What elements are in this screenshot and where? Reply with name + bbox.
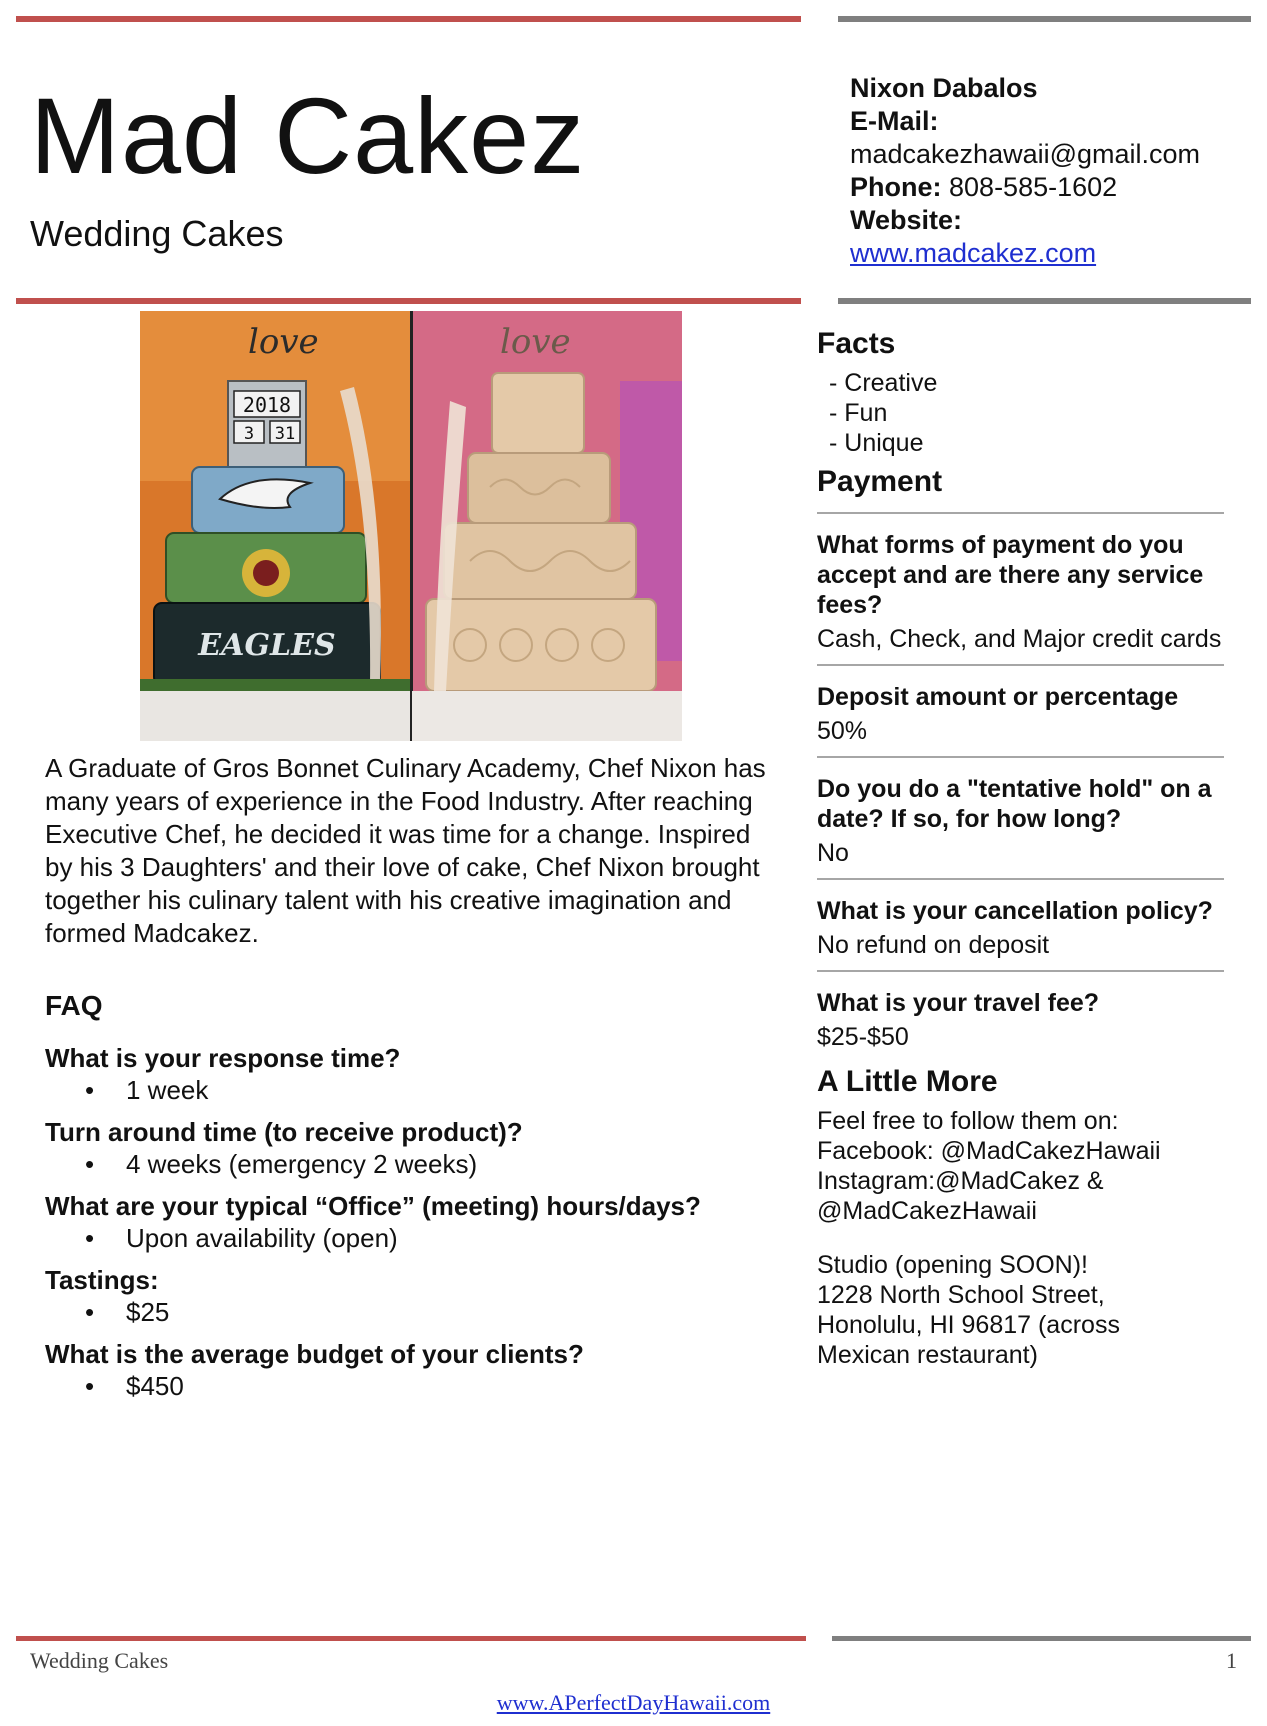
faq-answer-text: $25 xyxy=(126,1297,170,1327)
sunflower-center xyxy=(253,560,279,586)
footer-website-link[interactable]: www.APerfectDayHawaii.com xyxy=(496,1690,771,1715)
divider xyxy=(817,970,1224,972)
page-title: Mad Cakez xyxy=(30,75,586,196)
right-cake-second-tier xyxy=(468,453,610,523)
website-link[interactable]: www.madcakez.com xyxy=(850,238,1097,268)
payment-question: What is your cancellation policy? xyxy=(817,897,1213,925)
right-cake-stand xyxy=(412,691,682,741)
footer-rule-right xyxy=(832,1636,1251,1641)
faq-answer-text: $450 xyxy=(126,1371,184,1401)
bullet-icon: • xyxy=(85,1297,95,1327)
payment-answer: No refund on deposit xyxy=(817,931,1050,959)
cake-day: 31 xyxy=(274,424,296,444)
fact-item: - Fun xyxy=(829,399,888,427)
faq-answer-text: 4 weeks (emergency 2 weeks) xyxy=(126,1149,478,1179)
footer-rule-left xyxy=(16,1636,806,1641)
fact-item: - Creative xyxy=(829,369,938,397)
faq-answer xyxy=(45,1148,785,1180)
divider xyxy=(817,664,1224,666)
right-cake-third-tier xyxy=(444,523,636,599)
faq-answer xyxy=(45,1296,785,1328)
header-bottom-rule-left xyxy=(16,298,801,304)
bullet-icon: • xyxy=(85,1075,95,1105)
divider xyxy=(817,878,1224,880)
faq-question: Tastings: xyxy=(45,1265,159,1295)
right-cake-topper: love xyxy=(500,322,571,362)
studio-line: Honolulu, HI 96817 (across xyxy=(817,1311,1120,1339)
phone-label: Phone: xyxy=(850,172,942,202)
faq-answer xyxy=(45,1222,785,1254)
payment-answer: 50% xyxy=(817,717,868,745)
payment-answer: $25-$50 xyxy=(817,1023,909,1051)
faq-answer xyxy=(45,1074,785,1106)
payment-item xyxy=(817,896,1224,960)
facts-heading: Facts xyxy=(817,327,896,360)
left-cake-topper: love xyxy=(248,322,319,362)
social-line: Feel free to follow them on: xyxy=(817,1107,1119,1135)
payment-answer: Cash, Check, and Major credit cards xyxy=(817,625,1222,653)
payment-question: Deposit amount or percentage xyxy=(817,683,1179,711)
payment-question: Do you do a "tentative hold" on a date? If so, for how long? xyxy=(817,775,1212,833)
facts-list xyxy=(817,368,1224,458)
faq-list xyxy=(45,1042,785,1412)
faq-question: Turn around time (to receive product)? xyxy=(45,1117,523,1147)
social-line: Facebook: @MadCakezHawaii xyxy=(817,1137,1161,1165)
cake-photo xyxy=(140,311,682,741)
eagles-banner: EAGLES xyxy=(198,628,336,663)
email-label: E-Mail: xyxy=(850,106,939,136)
divider xyxy=(817,756,1224,758)
email-value[interactable]: madcakezhawaii@gmail.com xyxy=(850,139,1201,169)
faq-answer-text: 1 week xyxy=(126,1075,209,1105)
payment-question: What is your travel fee? xyxy=(817,989,1100,1017)
page-number: 1 xyxy=(1226,1648,1237,1673)
payment-item xyxy=(817,988,1224,1052)
social-line: Instagram:@MadCakez & xyxy=(817,1167,1104,1195)
faq-answer xyxy=(45,1370,785,1402)
phone-value: 808-585-1602 xyxy=(949,172,1118,202)
bullet-icon: • xyxy=(85,1149,95,1179)
page-subtitle: Wedding Cakes xyxy=(30,213,284,254)
header-top-rule-right xyxy=(838,16,1251,22)
social-block xyxy=(817,1106,1224,1226)
contact-name: Nixon Dabalos xyxy=(850,73,1038,103)
cake-month: 3 xyxy=(243,424,255,444)
sidebar xyxy=(817,326,1224,1370)
faq-heading: FAQ xyxy=(45,990,103,1021)
bullet-icon: • xyxy=(85,1223,95,1253)
payment-item xyxy=(817,530,1224,654)
bullet-icon: • xyxy=(85,1371,95,1401)
studio-address xyxy=(817,1250,1224,1370)
payment-item xyxy=(817,682,1224,746)
studio-line: Studio (opening SOON)! xyxy=(817,1251,1088,1279)
social-line: @MadCakezHawaii xyxy=(817,1197,1037,1225)
header-bottom-rule-right xyxy=(838,298,1251,304)
divider xyxy=(817,512,1224,514)
right-cake-bottom-tier xyxy=(426,599,656,691)
fact-item: - Unique xyxy=(829,429,924,457)
payment-answer: No xyxy=(817,839,849,867)
payment-question: What forms of payment do you accept and are there any service fees? xyxy=(817,531,1204,619)
payment-heading: Payment xyxy=(817,465,943,498)
chef-bio: A Graduate of Gros Bonnet Culinary Academy, Chef Nixon has many years of experience in the Food Industry. After reaching Executive Chef, he decided it was time for a change. Inspired by his 3 Daughters' and their love of cake, Chef Nixon brought together his culinary talent with his creative imagination and formed Madcakez. xyxy=(45,753,766,948)
payment-item xyxy=(817,774,1224,868)
faq-answer-text: Upon availability (open) xyxy=(126,1223,398,1253)
faq-question: What is your response time? xyxy=(45,1043,401,1073)
left-cake-stand xyxy=(140,685,410,741)
cake-year: 2018 xyxy=(242,393,292,417)
photo-divider xyxy=(410,311,413,741)
footer-title: Wedding Cakes xyxy=(30,1648,169,1673)
contact-block xyxy=(850,72,1250,270)
website-label: Website: xyxy=(850,205,963,235)
studio-line: Mexican restaurant) xyxy=(817,1341,1038,1369)
faq-question: What are your typical “Office” (meeting) hours/days? xyxy=(45,1191,701,1221)
right-cake-top-tier xyxy=(492,373,584,453)
studio-line: 1228 North School Street, xyxy=(817,1281,1105,1309)
more-heading: A Little More xyxy=(817,1065,998,1098)
faq-question: What is the average budget of your clients? xyxy=(45,1339,584,1369)
left-cake-grass xyxy=(140,679,410,691)
header-top-rule-left xyxy=(16,16,801,22)
